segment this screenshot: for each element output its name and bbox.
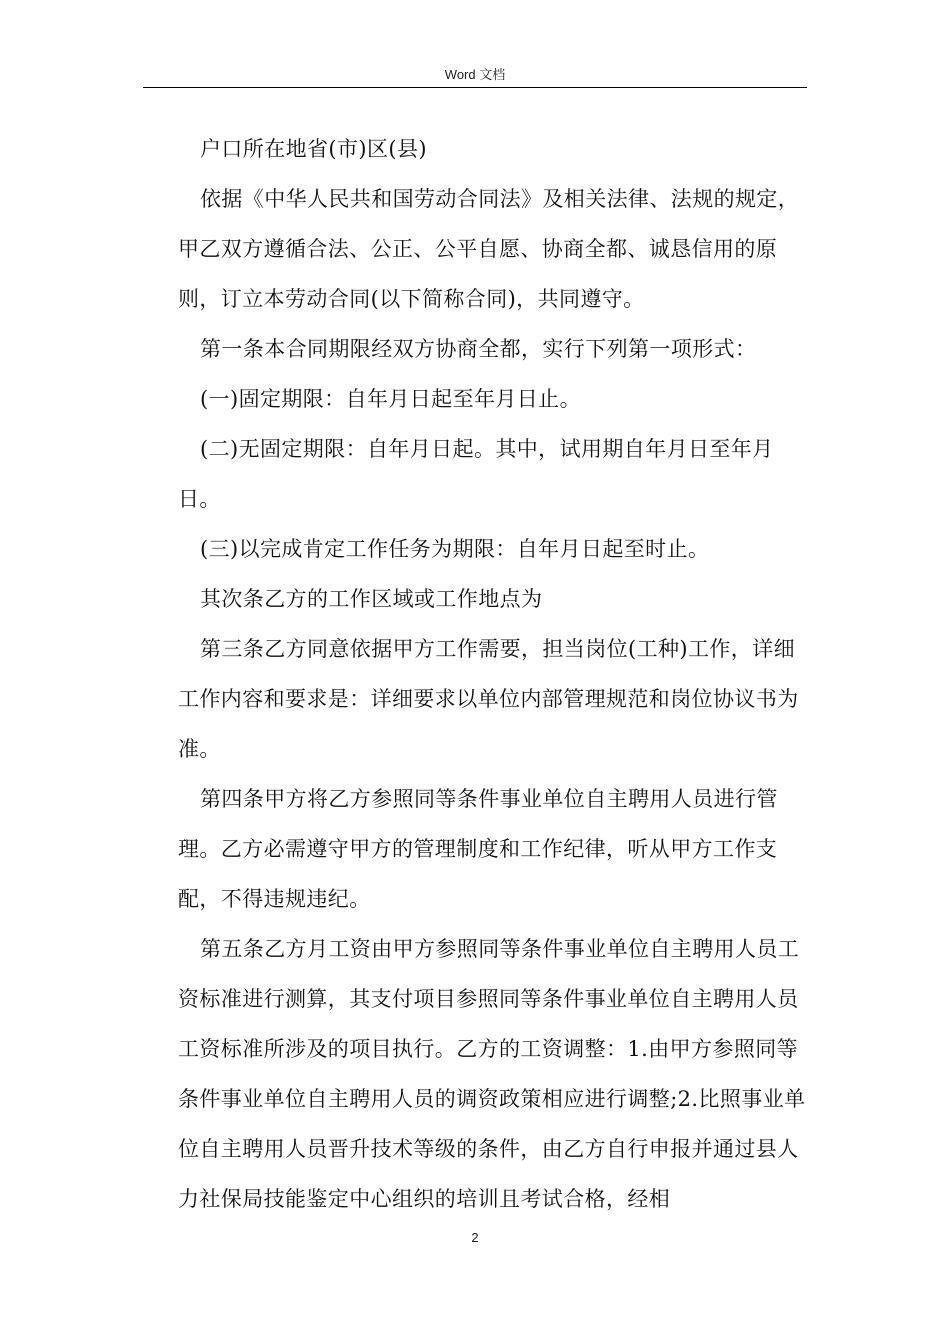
paragraph-article-2: 其次条乙方的工作区域或工作地点为 bbox=[200, 587, 543, 611]
paragraph-legal-basis: 依据《中华人民共和国劳动合同法》及相关法律、法规的规定，甲乙双方遵循合法、公正、公平自愿、协商全都、诚恳信用的原则，订立本劳动合同(以下简称合同)，共同遵守。 bbox=[178, 187, 800, 311]
paragraph-fixed-term: (一)固定期限：自年月日起至年月日止。 bbox=[200, 387, 581, 411]
paragraph-article-3: 第三条乙方同意依据甲方工作需要，担当岗位(工种)工作，详细工作内容和要求是：详细要求以单位内部管理规范和岗位协议书为准。 bbox=[178, 637, 799, 761]
paragraph-article-1: 第一条本合同期限经双方协商全都，实行下列第一项形式： bbox=[200, 337, 757, 361]
paragraph-household-registration: 户口所在地省(市)区(县) bbox=[200, 137, 427, 161]
paragraph-article-5: 第五条乙方月工资由甲方参照同等条件事业单位自主聘用人员工资标准进行测算，其支付项目参照同等条件事业单位自主聘用人员工资标准所涉及的项目执行。乙方的工资调整：1.由甲方参照同等条件事业单位自主聘用人员的调资政策相应进行调整;2.比照事业单位自主聘用人员晋升技术等级的条件，由乙方自行申报并通过县人力社保局技能鉴定中心组织的培训且考试合格，经相 bbox=[178, 937, 806, 1211]
paragraph-open-term: (二)无固定期限：自年月日起。其中，试用期自年月日至年月日。 bbox=[178, 437, 774, 511]
page-number: 2 bbox=[471, 1230, 479, 1245]
header-divider bbox=[143, 87, 807, 88]
document-body bbox=[178, 124, 812, 1224]
paragraph-task-term: (三)以完成肯定工作任务为期限：自年月日起至时止。 bbox=[200, 537, 710, 561]
paragraph-article-4: 第四条甲方将乙方参照同等条件事业单位自主聘用人员进行管理。乙方必需遵守甲方的管理制度和工作纪律，听从甲方工作支配，不得违规违纪。 bbox=[178, 787, 778, 911]
page-header: Word 文档 bbox=[444, 67, 506, 82]
